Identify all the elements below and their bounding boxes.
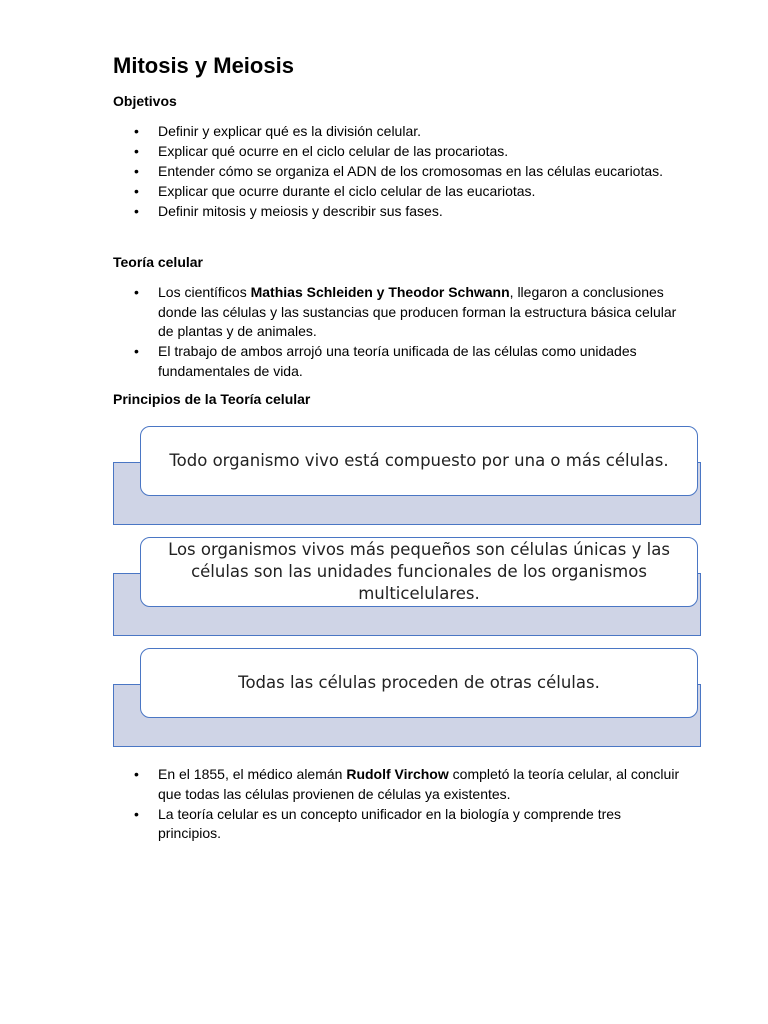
bullet-icon: •	[134, 805, 139, 822]
list-item: • El trabajo de ambos arrojó una teoría unificada de las células como unidades fundamentales de vida.	[134, 343, 637, 379]
list-item: • Entender cómo se organiza el ADN de los cromosomas en las células eucariotas.	[113, 162, 683, 182]
bullet-icon: •	[134, 203, 139, 219]
bullet-icon: •	[134, 343, 139, 359]
principle-box-text: Todas las células proceden de otras células.	[140, 648, 698, 718]
bullet-icon: •	[134, 143, 139, 159]
bullet-icon: •	[134, 284, 139, 300]
objetivos-list	[113, 122, 683, 222]
virchow-name: Rudolf Virchow	[346, 766, 449, 782]
bullet-icon: •	[134, 766, 139, 782]
list-item: • En el 1855, el médico alemán Rudolf Virchow completó la teoría celular, al concluir que todas las células provienen de células ya existentes.	[134, 766, 680, 802]
list-item: • Los científicos Mathias Schleiden y Theodor Schwann, llegaron a conclusiones donde las células y las sustancias que producen forman la estructura básica celular de plantas y de animales.	[134, 284, 677, 339]
page-title: Mitosis y Meiosis	[113, 53, 294, 78]
list-item: • Definir y explicar qué es la división celular.	[113, 122, 683, 142]
bullet-icon: •	[134, 163, 139, 179]
objetivos-heading: Objetivos	[113, 93, 177, 109]
list-item: • La teoría celular es un concepto unificador en la biología y comprende tres principios.	[134, 805, 622, 841]
principle-box-text: Todo organismo vivo está compuesto por una o más células.	[140, 426, 698, 496]
principios-heading: Principios de la Teoría celular	[113, 391, 311, 407]
teoria-list	[113, 283, 683, 382]
list-item: • Explicar que ocurre durante el ciclo celular de las eucariotas.	[113, 182, 683, 202]
list-item: • Definir mitosis y meiosis y describir sus fases.	[113, 202, 683, 222]
list-item: • Explicar qué ocurre en el ciclo celular de las procariotas.	[113, 142, 683, 162]
principle-box-text: Los organismos vivos más pequeños son células únicas y las células son las unidades funcionales de los organismos multicelulares.	[140, 537, 698, 607]
conclusion-list	[113, 765, 683, 844]
scientists-names: Mathias Schleiden y Theodor Schwann	[250, 284, 510, 300]
teoria-heading: Teoría celular	[113, 254, 204, 270]
bullet-icon: •	[134, 183, 139, 199]
bullet-icon: •	[134, 123, 139, 139]
